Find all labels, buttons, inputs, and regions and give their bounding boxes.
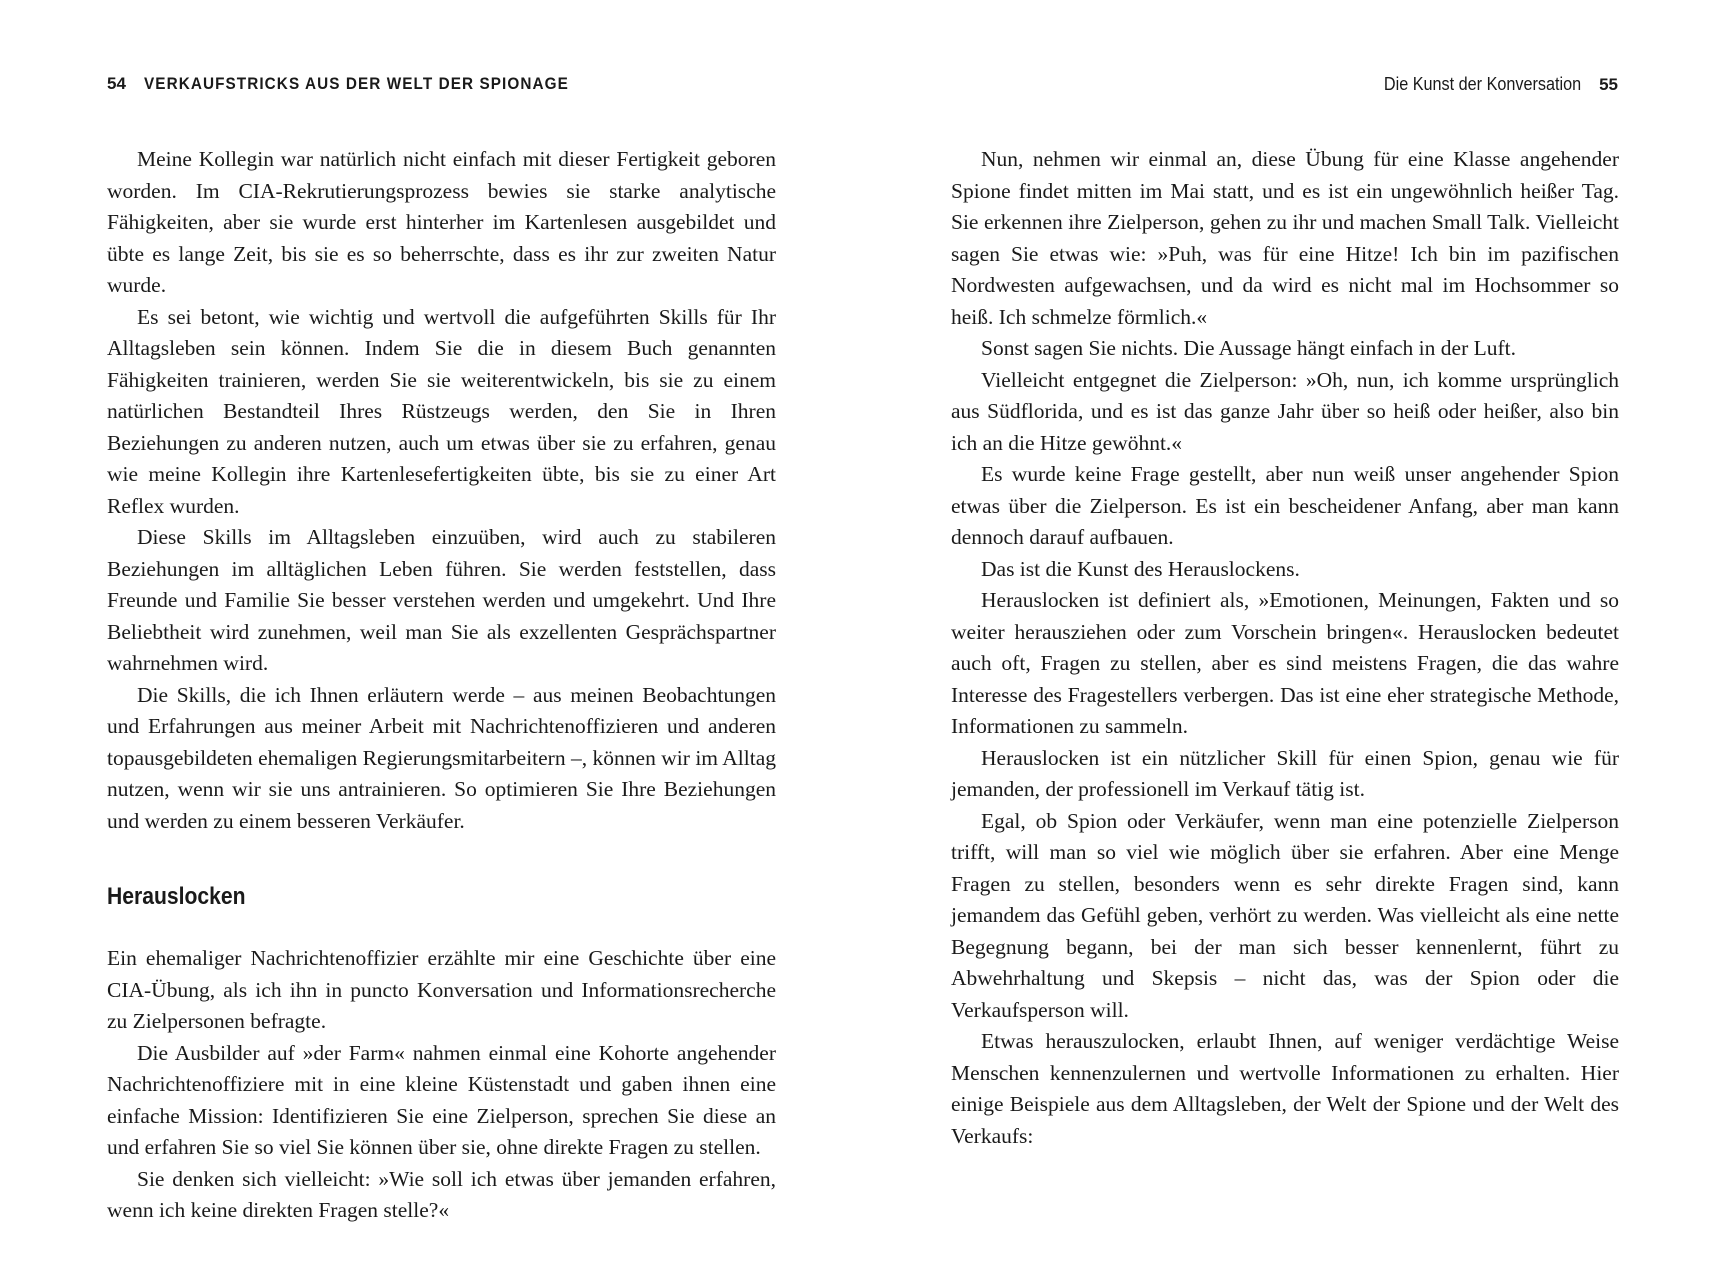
paragraph: Die Ausbilder auf »der Farm« nahmen einmal eine Kohorte angehender Nachrichtenoffiziere mit in eine kleine Küstenstadt und gaben ihnen eine einfache Mission: Identifizieren Sie eine Zielperson, sprechen Sie diese an und erfahren Sie so viel Sie können über sie, ohne direkte Fragen zu stellen. xyxy=(107,1040,776,1159)
paragraph: Es sei betont, wie wichtig und wertvoll die aufgeführten Skills für Ihr Alltagsleben sein können. Indem Sie die in diesem Buch genannten Fähigkeiten trainieren, werden Sie sie weiterentwickeln, bis sie zu einem natürlichen Bestandteil Ihres Rüstzeugs werden, den Sie in Ihren Beziehungen zu anderen nutzen, auch um etwas über sie zu erfahren, genau wie meine Kollegin ihre Kartenlesefertigkeiten übte, bis sie zu einer Art Reflex wurden. xyxy=(107,304,776,518)
left-body-text xyxy=(107,144,776,1227)
paragraph: Etwas herauszulocken, erlaubt Ihnen, auf weniger verdächtige Weise Menschen kennenzulernen und wertvolle Informationen zu erhalten. Hier einige Beispiele aus dem Alltagsleben, der Welt der Spione und der Welt des Verkaufs: xyxy=(951,1029,1619,1148)
paragraph: Sonst sagen Sie nichts. Die Aussage hängt einfach in der Luft. xyxy=(981,336,1517,360)
section-heading: Herauslocken xyxy=(107,883,246,910)
paragraph: Meine Kollegin war natürlich nicht einfach mit dieser Fertigkeit geboren worden. Im CIA-Rekrutierungsprozess bewies sie starke analytische Fähigkeiten, aber sie wurde erst hinterher im Kartenlesen ausgebildet und übte es lange Zeit, bis sie es so beherrschte, dass es ihr zur zweiten Natur wurde. xyxy=(107,147,776,297)
paragraph: Das ist die Kunst des Herauslockens. xyxy=(981,556,1300,581)
paragraph: Sie denken sich vielleicht: »Wie soll ich etwas über jemanden erfahren, wenn ich keine direkten Fragen stelle?« xyxy=(107,1166,776,1222)
paragraph: Nun, nehmen wir einmal an, diese Übung für eine Klasse angehender Spione findet mitten im Mai statt, und es ist ein ungewöhnlich heißer Tag. Sie erkennen ihre Zielperson, gehen zu ihr und machen Small Talk. Vielleicht sagen Sie etwas wie: »Puh, was für eine Hitze! Ich bin im pazifischen Nordwesten aufgewachsen, und da wird es nicht mal im Hochsommer so heiß. Ich schmelze förmlich.« xyxy=(951,147,1619,329)
paragraph: Die Skills, die ich Ihnen erläutern werde – aus meinen Beobachtungen und Erfahrungen aus meiner Arbeit mit Nachrichtenoffizieren und anderen topausgebildeten ehemaligen Regierungsmitarbeitern –, können wir im Alltag nutzen, wenn wir sie uns antrainieren. So optimieren Sie Ihre Beziehungen und werden zu einem besseren Verkäufer. xyxy=(107,682,776,833)
paragraph: Herauslocken ist definiert als, »Emotionen, Meinungen, Fakten und so weiter herausziehen oder zum Vorschein bringen«. Herauslocken bedeutet auch oft, Fragen zu stellen, aber es sind meistens Fragen, die das wahre Interesse des Fragestellers verbergen. Das ist eine eher strategische Methode, Informationen zu sammeln. xyxy=(951,588,1619,738)
left-page xyxy=(0,0,856,1270)
paragraph: Egal, ob Spion oder Verkäufer, wenn man eine potenzielle Zielperson trifft, will man so viel wie möglich über sie erfahren. Aber eine Menge Fragen zu stellen, besonders wenn es sehr direkte Fragen sind, kann jemandem das Gefühl geben, verhört zu werden. Was vielleicht als eine nette Begegnung begann, bei der man sich besser kennenlernt, führt zu Abwehrhaltung und Skepsis – nicht das, was der Spion oder die Verkaufsperson will. xyxy=(951,808,1619,1022)
paragraph: Herauslocken ist ein nützlicher Skill für einen Spion, genau wie für jemanden, der professionell im Verkauf tätig ist. xyxy=(951,745,1619,801)
right-page-number: 55 xyxy=(1599,75,1618,94)
paragraph: Vielleicht entgegnet die Zielperson: »Oh, nun, ich komme ursprünglich aus Südflorida, und es ist das ganze Jahr über so heiß oder heißer, also bin ich an die Hitze gewöhnt.« xyxy=(951,367,1619,455)
right-running-head xyxy=(1362,72,1618,97)
left-page-number: 54 xyxy=(107,74,126,93)
paragraph: Diese Skills im Alltagsleben einzuüben, wird auch zu stabileren Beziehungen im alltäglichen Leben führen. Sie werden feststellen, dass Freunde und Familie Sie besser verstehen werden und umgekehrt. Und Ihre Beliebtheit wird zunehmen, weil man Sie als exzellenten Gesprächspartner wahrnehmen wird. xyxy=(107,525,776,675)
right-page xyxy=(856,0,1713,1270)
right-body-text xyxy=(951,144,1619,1152)
left-running-head xyxy=(107,72,616,96)
left-running-head-title: VERKAUFSTRICKS AUS DER WELT DER SPIONAGE xyxy=(143,74,569,93)
right-running-head-title: Die Kunst der Konversation xyxy=(1383,74,1582,94)
paragraph: Es wurde keine Frage gestellt, aber nun weiß unser angehender Spion etwas über die Zielperson. Es ist ein bescheidener Anfang, aber man kann dennoch darauf aufbauen. xyxy=(951,462,1619,549)
paragraph: Ein ehemaliger Nachrichtenoffizier erzählte mir eine Geschichte über eine CIA-Übung, als ich ihn in puncto Konversation und Informationsrecherche zu Zielpersonen befragte. xyxy=(107,946,776,1033)
